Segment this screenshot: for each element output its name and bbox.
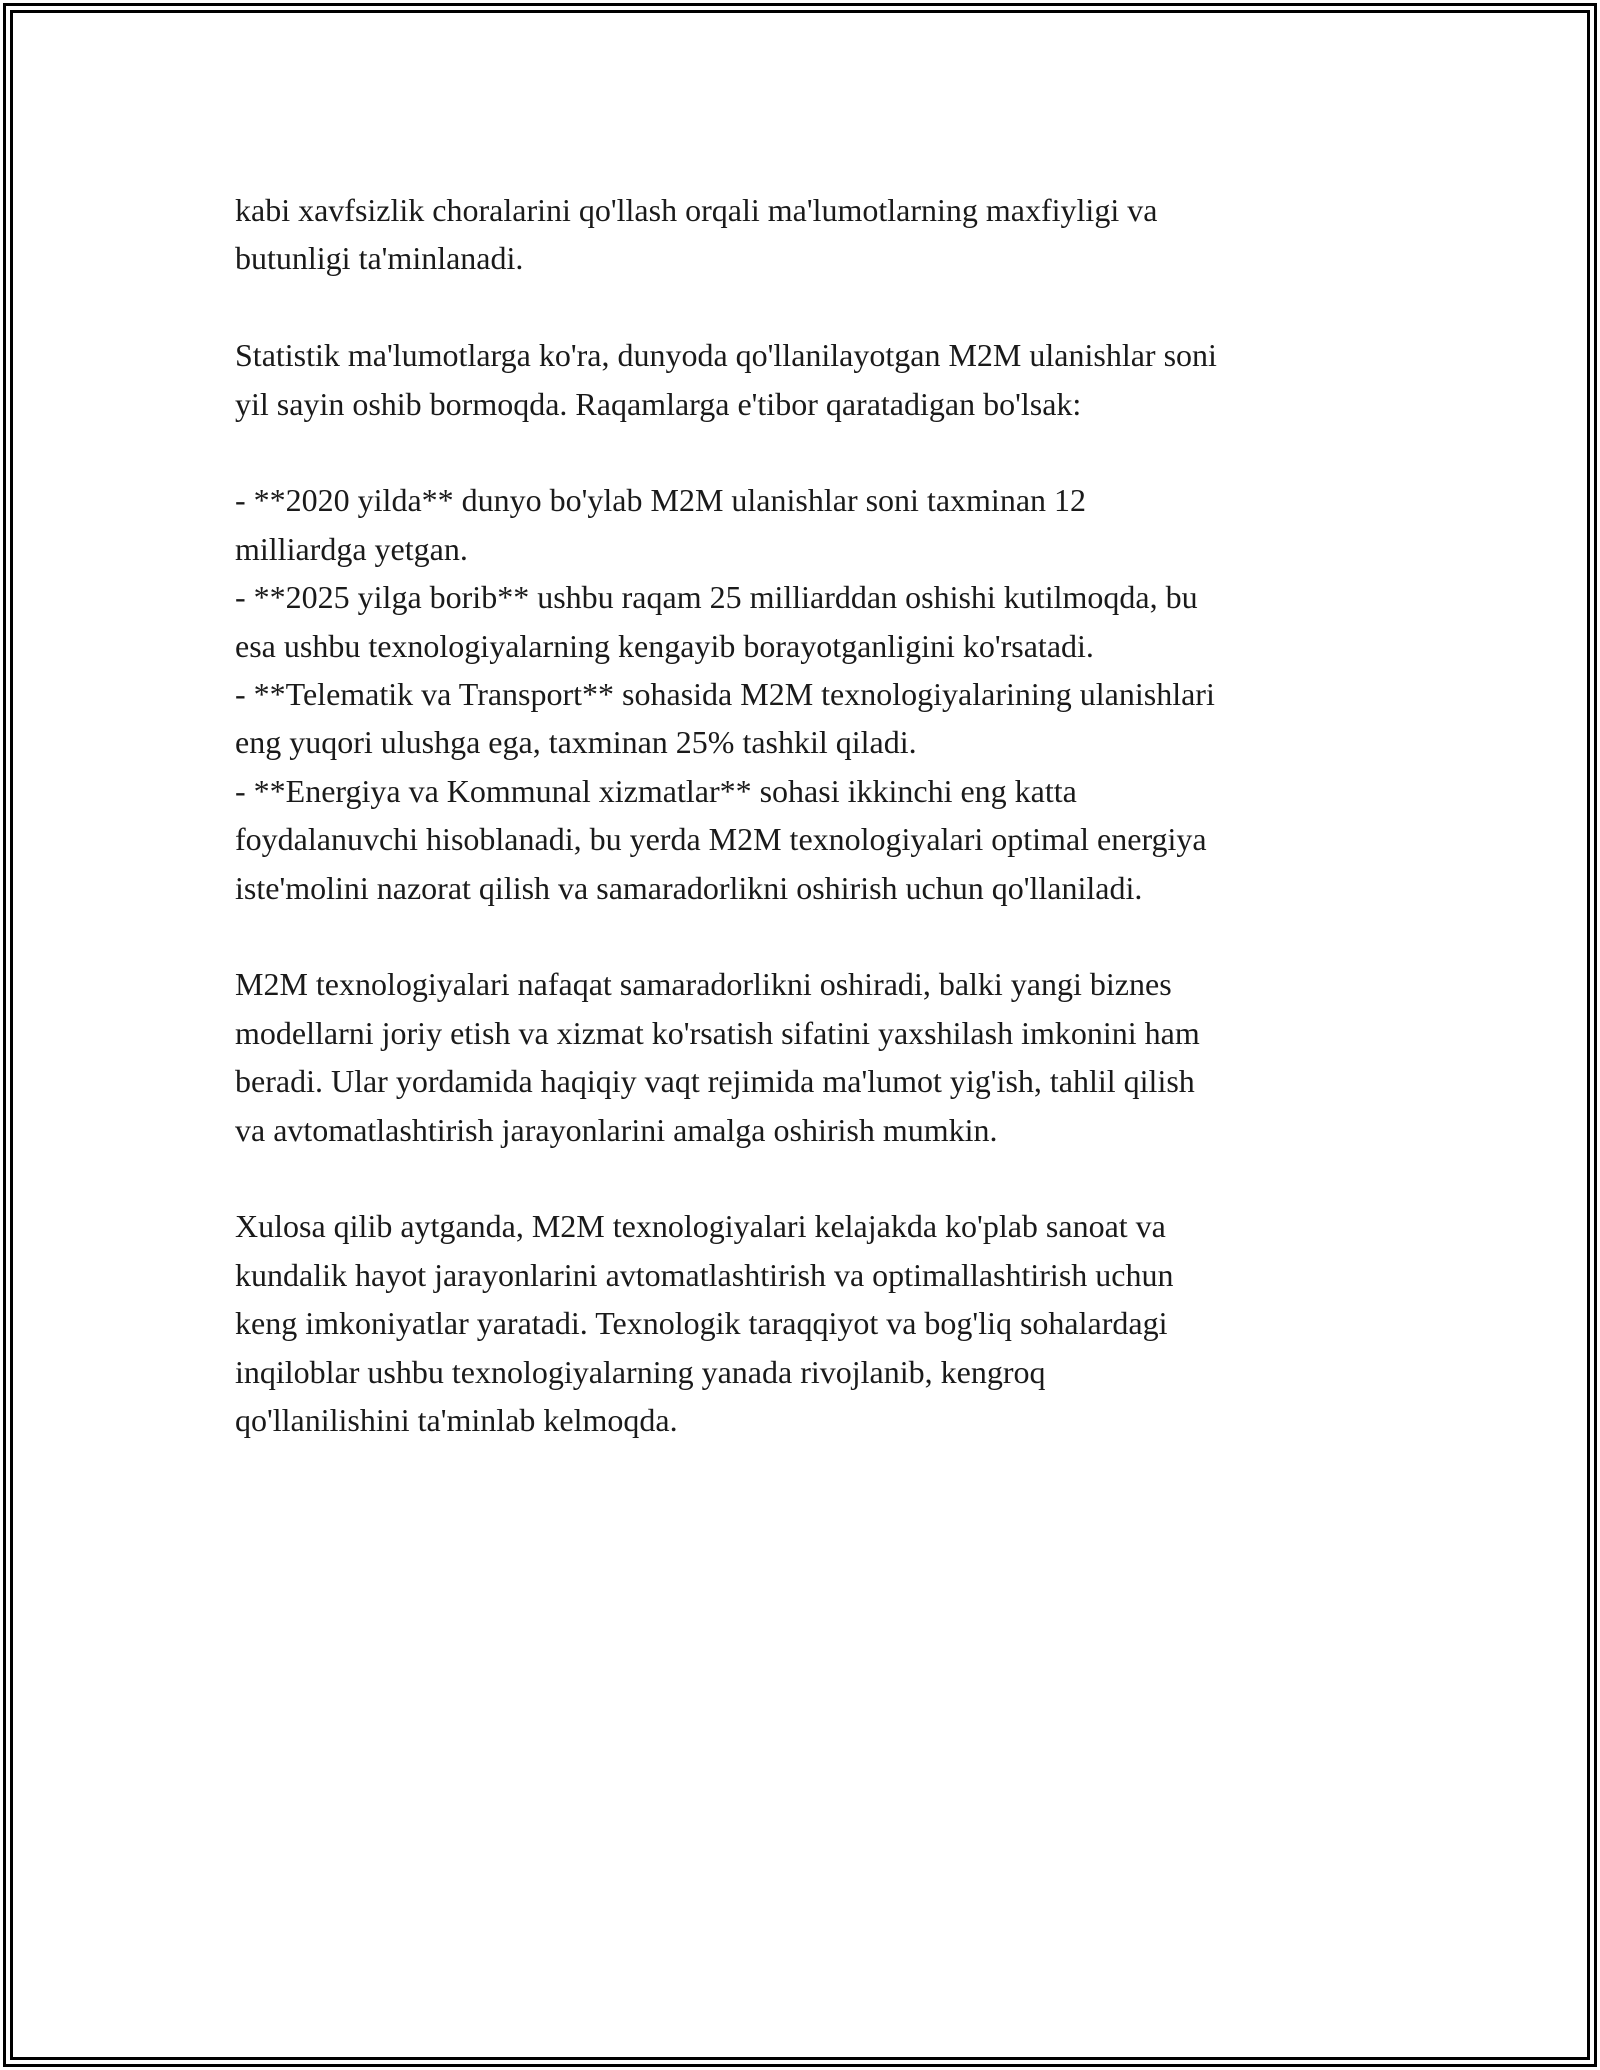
text-line: Xulosa qilib aytganda, M2M texnologiyalari kelajakda ko'plab sanoat va bbox=[235, 1208, 1166, 1245]
text-line: inqiloblar ushbu texnologiyalarning yanada rivojlanib, kengroq bbox=[235, 1353, 1046, 1390]
list-item-line: esa ushbu texnologiyalarning kengayib borayotganligini ko'rsatadi. bbox=[235, 627, 1094, 664]
paragraph-security-conclusion bbox=[235, 186, 1375, 283]
document-body bbox=[235, 186, 1375, 1445]
text-line: qo'llanilishini ta'minlab kelmoqda. bbox=[235, 1402, 678, 1439]
list-item-line: iste'molini nazorat qilish va samaradorlikni oshirish uchun qo'llaniladi. bbox=[235, 869, 1143, 906]
list-item-line: milliardga yetgan. bbox=[235, 530, 468, 567]
text-line: va avtomatlashtirish jarayonlarini amalga oshirish mumkin. bbox=[235, 1111, 998, 1148]
paragraph-conclusion bbox=[235, 1202, 1375, 1444]
list-item-line: - **Telematik va Transport** sohasida M2M texnologiyalarining ulanishlari bbox=[235, 676, 1215, 713]
list-item-line: eng yuqori ulushga ega, taxminan 25% tashkil qiladi. bbox=[235, 724, 917, 761]
paragraph-m2m-benefits bbox=[235, 960, 1375, 1154]
paragraph-statistics-intro bbox=[235, 331, 1375, 428]
list-item-line: - **2020 yilda** dunyo bo'ylab M2M ulanishlar soni taxminan 12 bbox=[235, 482, 1087, 519]
text-line: kundalik hayot jarayonlarini avtomatlashtirish va optimallashtirish uchun bbox=[235, 1256, 1174, 1293]
paragraph-statistics-list bbox=[235, 476, 1375, 912]
text-line: M2M texnologiyalari nafaqat samaradorlikni oshiradi, balki yangi biznes bbox=[235, 966, 1172, 1003]
text-line: beradi. Ular yordamida haqiqiy vaqt rejimida ma'lumot yig'ish, tahlil qilish bbox=[235, 1063, 1195, 1100]
text-line: modellarni joriy etish va xizmat ko'rsatish sifatini yaxshilash imkonini ham bbox=[235, 1014, 1200, 1051]
list-item-line: - **2025 yilga borib** ushbu raqam 25 milliarddan oshishi kutilmoqda, bu bbox=[235, 579, 1198, 616]
list-item-line: - **Energiya va Kommunal xizmatlar** sohasi ikkinchi eng katta bbox=[235, 772, 1077, 809]
text-line: keng imkoniyatlar yaratadi. Texnologik taraqqiyot va bog'liq sohalardagi bbox=[235, 1305, 1168, 1342]
text-line: yil sayin oshib bormoqda. Raqamlarga e'tibor qaratadigan bo'lsak: bbox=[235, 385, 1082, 422]
list-item-line: foydalanuvchi hisoblanadi, bu yerda M2M texnologiyalari optimal energiya bbox=[235, 821, 1207, 858]
text-line: butunligi ta'minlanadi. bbox=[235, 240, 524, 277]
text-line: Statistik ma'lumotlarga ko'ra, dunyoda qo'llanilayotgan M2M ulanishlar soni bbox=[235, 337, 1217, 374]
text-line: kabi xavfsizlik choralarini qo'llash orqali ma'lumotlarning maxfiyligi va bbox=[235, 192, 1158, 228]
